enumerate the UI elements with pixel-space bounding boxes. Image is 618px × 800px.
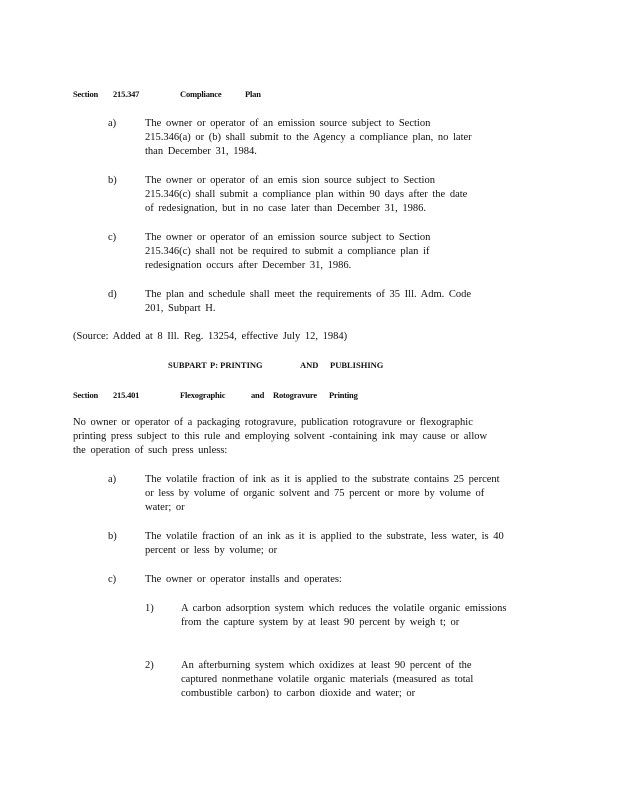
item-label: a) — [108, 118, 117, 129]
item-label: c) — [108, 232, 117, 243]
section-title-word: and — [251, 390, 265, 400]
item-text: The owner or operator of an emission source subject to Section 215.346(c) shall not be required to submit a compliance plan if redesignation occurs after December 31, 1986. — [145, 232, 431, 272]
subitem-text: A carbon adsorption system which reduces the volatile organic emissions from the capture system by at least 90 percent by weigh t; or — [181, 603, 507, 629]
subitem-text: An afterburning system which oxidizes at least 90 percent of the captured nonmethane volatile organic materials (measured as total combustible carbon) to carbon dioxide and water; or — [181, 660, 474, 700]
item-text: The owner or operator installs and operates: — [145, 574, 342, 585]
section-title-word: Printing — [329, 390, 358, 400]
subitem-label: 1) — [145, 603, 154, 614]
source-note: (Source: Added at 8 Ill. Reg. 13254, effective July 12, 1984) — [73, 331, 348, 342]
item-text: The owner or operator of an emission source subject to Section 215.346(a) or (b) shall submit to the Agency a compliance plan, no later than December 31, 1984. — [145, 118, 472, 158]
section-title-word: Plan — [245, 89, 261, 99]
section-intro: No owner or operator of a packaging rotogravure, publication rotogravure or flexographic printing press subject to this rule and employing solvent -containing ink may cause or allow the operation of such press unless: — [73, 417, 488, 457]
section-label: Section — [73, 390, 99, 400]
item-label: d) — [108, 289, 117, 300]
subpart-title: PUBLISHING — [330, 360, 384, 370]
subpart-and: AND — [300, 360, 319, 370]
section-title-word: Compliance — [180, 89, 222, 99]
subpart-letter: P: PRINTING — [210, 360, 263, 370]
item-label: b) — [108, 175, 117, 186]
item-label: c) — [108, 574, 117, 585]
item-text: The volatile fraction of an ink as it is applied to the substrate, less water, is 40 percent or less by volume; or — [145, 531, 504, 557]
section-title-word: Rotogravure — [273, 390, 317, 400]
section-title-word: Flexographic — [180, 390, 226, 400]
subpart-word: SUBPART — [168, 360, 207, 370]
section-number: 215.347 — [113, 89, 140, 99]
item-text: The plan and schedule shall meet the requirements of 35 Ill. Adm. Code 201, Subpart H. — [145, 289, 472, 315]
item-text: The owner or operator of an emis sion source subject to Section 215.346(c) shall submit a compliance plan within 90 days after the date of redesignation, but in no case later than December 31, 1986. — [145, 175, 468, 215]
section-number: 215.401 — [113, 390, 140, 400]
item-text: The volatile fraction of ink as it is applied to the substrate contains 25 percent or less by volume of organic solvent and 75 percent or more by volume of water; or — [145, 474, 500, 514]
item-label: a) — [108, 474, 117, 485]
subitem-label: 2) — [145, 660, 154, 671]
item-label: b) — [108, 531, 117, 542]
section-label: Section — [73, 89, 99, 99]
